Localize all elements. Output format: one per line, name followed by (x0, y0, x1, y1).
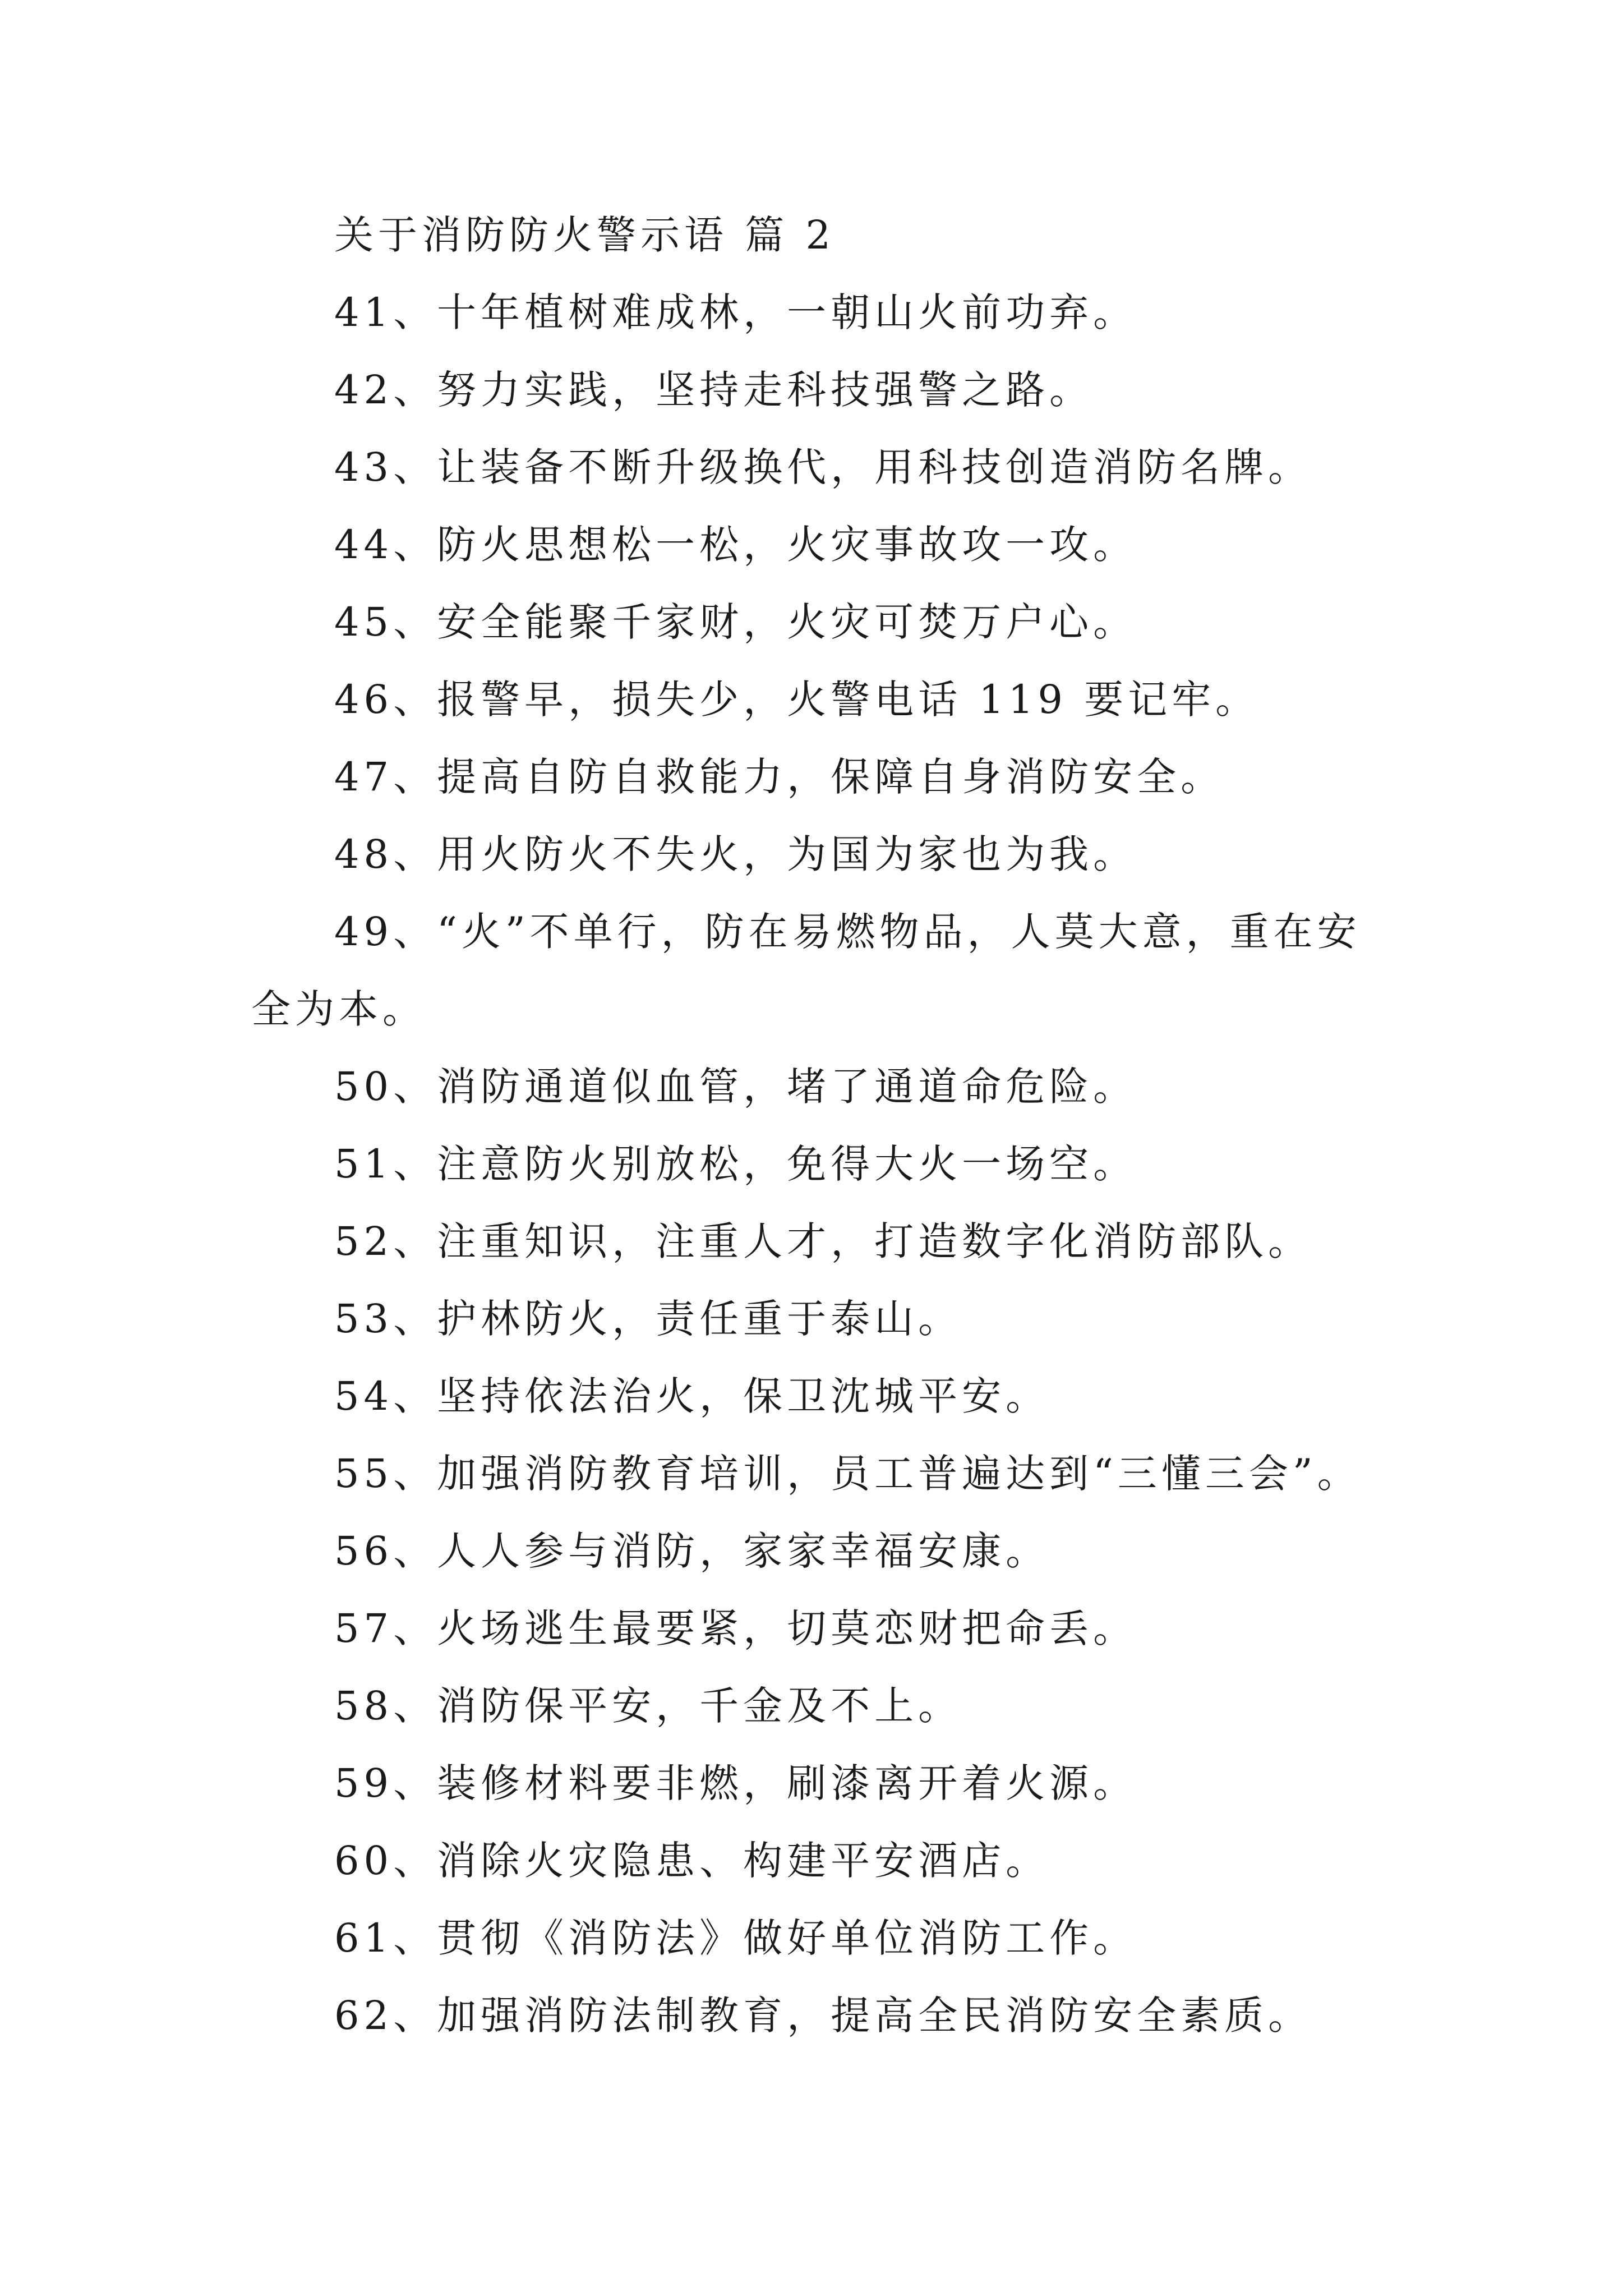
slogan-item: 55、加强消防教育培训，员工普遍达到“三懂三会”。 (334, 1451, 1361, 1497)
document-heading: 关于消防防火警示语 篇 2 (334, 212, 836, 258)
slogan-item: 48、用火防火不失火，为国为家也为我。 (334, 831, 1137, 877)
slogan-item: 49、“火”不单行，防在易燃物品，人莫大意，重在安全为本。 (251, 909, 1361, 1032)
slogan-item: 53、护林防火，责任重于泰山。 (334, 1296, 962, 1342)
slogan-item: 62、加强消防法制教育，提高全民消防安全素质。 (334, 1993, 1312, 2039)
slogan-item: 51、注意防火别放松，免得大火一场空。 (334, 1141, 1137, 1187)
slogan-item: 44、防火思想松一松，火灾事故攻一攻。 (334, 522, 1137, 568)
slogan-item: 59、装修材料要非燃，刷漆离开着火源。 (334, 1760, 1137, 1806)
slogan-item: 61、贯彻《消防法》做好单位消防工作。 (334, 1915, 1137, 1961)
slogan-item: 52、注重知识，注重人才，打造数字化消防部队。 (334, 1218, 1312, 1264)
slogan-item: 41、十年植树难成林，一朝山火前功弃。 (334, 289, 1137, 335)
slogan-item: 42、努力实践，坚持走科技强警之路。 (334, 367, 1094, 413)
slogan-item: 45、安全能聚千家财，火灾可焚万户心。 (334, 599, 1137, 645)
slogan-item: 57、火场逃生最要紧，切莫恋财把命丢。 (334, 1605, 1137, 1651)
document-body (251, 208, 1401, 2065)
slogan-item: 50、消防通道似血管，堵了通道命危险。 (334, 1064, 1137, 1110)
slogan-item: 54、坚持依法治火，保卫沈城平安。 (334, 1373, 1050, 1419)
slogan-item: 47、提高自防自救能力，保障自身消防安全。 (334, 754, 1225, 800)
slogan-item: 56、人人参与消防，家家幸福安康。 (334, 1528, 1050, 1574)
slogan-item: 43、让装备不断升级换代，用科技创造消防名牌。 (334, 444, 1312, 490)
slogan-item: 60、消除火灾隐患、构建平安酒店。 (334, 1838, 1050, 1884)
slogan-item: 58、消防保平安，千金及不上。 (334, 1683, 962, 1729)
slogan-item: 46、报警早，损失少，火警电话 119 要记牢。 (334, 677, 1260, 723)
